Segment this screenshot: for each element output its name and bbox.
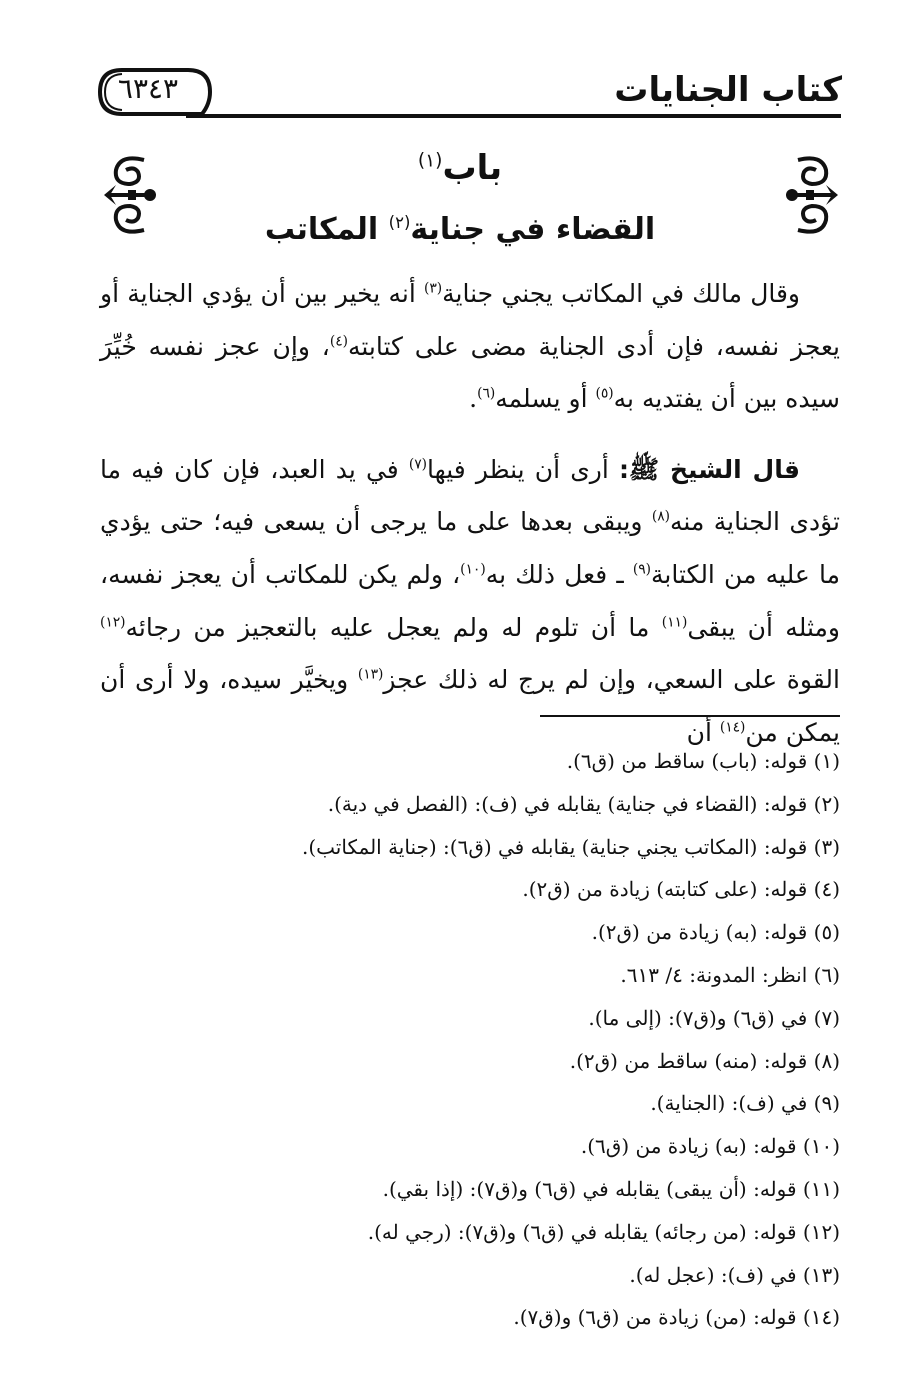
text-run: أرى أن ينظر فيها bbox=[427, 454, 619, 484]
paragraph-1 bbox=[100, 268, 840, 426]
footnote-ref: (٤) bbox=[329, 333, 348, 350]
text-run: ، ولم يكن للمكاتب أن يعجز نفسه، ومثله أن يبقى bbox=[100, 559, 840, 642]
footnote-item: (٨) قوله: (منه) ساقط من (ق٢). bbox=[569, 1048, 840, 1073]
footnote-item: (٥) قوله: (به) زيادة من (ق٢). bbox=[591, 920, 840, 945]
text-run: ما أن تلوم له ولم يعجل عليه بالتعجيز من رجائه bbox=[125, 612, 662, 642]
left-ornament-icon bbox=[100, 150, 164, 240]
section-heading-text: القضاء في جناية bbox=[410, 212, 656, 247]
speaker-lead: قال الشيخ ﷺ: bbox=[618, 454, 800, 484]
book-title: كتاب الجنايات bbox=[614, 70, 842, 110]
footnote-ref: (٢) bbox=[388, 213, 411, 232]
paragraph-2 bbox=[100, 444, 840, 760]
text-run: وقال مالك في المكاتب يجني جناية bbox=[442, 279, 800, 308]
footnote-item: (١٠) قوله: (به) زيادة من (ق٦). bbox=[580, 1134, 840, 1159]
footnote-ref: (١٠) bbox=[460, 561, 486, 578]
footnote-ref: (٨) bbox=[651, 509, 671, 526]
text-run: ويبقى بعدها على ما يرجى أن يسعى فيه؛ حتى يؤدي ما عليه من الكتابة bbox=[100, 507, 840, 589]
text-run: ـ فعل ذلك به bbox=[485, 559, 633, 589]
text-run: ويخيَّر سيده، ولا أرى أن يمكن من bbox=[100, 665, 840, 747]
page-number: ٦٣٤٣ bbox=[117, 72, 179, 105]
footnote-ref: (٥) bbox=[595, 385, 614, 402]
footnote-ref: (٧) bbox=[408, 456, 428, 473]
page-number-frame bbox=[92, 62, 214, 120]
text-run: أنه يخير بين أن يؤدي الجناية أو يعجز نفسه، فإن أدى الجناية مضى على كتابته bbox=[100, 279, 840, 361]
footnote-ref: (٦) bbox=[477, 385, 496, 402]
footnote-ref: (١٢) bbox=[100, 614, 126, 631]
footnotes bbox=[100, 740, 840, 1339]
text-run: أن bbox=[686, 717, 720, 747]
footnote-item: (٦) انظر: المدونة: ٤/ ٦١٣. bbox=[620, 962, 840, 987]
header-rule bbox=[186, 114, 841, 118]
footnote-ref: (٣) bbox=[424, 280, 443, 297]
text-run: ، وإن عجز نفسه خُيِّرَ سيده بين أن يفتديه به bbox=[100, 331, 840, 414]
text-run: . bbox=[469, 384, 478, 414]
footnote-item: (٩) في (ف): (الجناية). bbox=[650, 1091, 840, 1116]
footnote-ref: (٩) bbox=[632, 561, 651, 578]
body-text bbox=[100, 268, 840, 759]
footnote-item: (٢) قوله: (القضاء في جناية) يقابله في (ف): (الفصل في دية). bbox=[327, 791, 840, 816]
footnote-item: (٤) قوله: (على كتابته) زيادة من (ق٢). bbox=[522, 877, 840, 902]
text-run: في يد العبد، فإن كان فيه ما تؤدى الجناية منه bbox=[100, 454, 840, 537]
section-heading-text: المكاتب bbox=[264, 212, 389, 247]
footnote-ref: (١) bbox=[417, 150, 443, 172]
right-ornament-icon bbox=[778, 150, 842, 240]
footnote-item: (١٤) قوله: (من) زيادة من (ق٦) و(ق٧). bbox=[513, 1305, 840, 1330]
footnote-item: (١) قوله: (باب) ساقط من (ق٦). bbox=[566, 749, 840, 773]
text-run: أو يسلمه bbox=[495, 384, 596, 414]
footnote-ref: (١١) bbox=[661, 614, 688, 631]
footnote-item: (٧) في (ق٦) و(ق٧): (إلى ما). bbox=[588, 1005, 840, 1030]
footnote-separator bbox=[540, 715, 840, 717]
footnote-item: (١٢) قوله: (من رجائه) يقابله في (ق٦) و(ق٧): (رجي له). bbox=[367, 1219, 840, 1244]
chapter-heading bbox=[170, 148, 750, 188]
footnote-ref: (١٤) bbox=[719, 719, 746, 736]
footnote-item: (٣) قوله: (المكاتب يجني جناية) يقابله في (ق٦): (جناية المكاتب). bbox=[302, 834, 840, 859]
text-run: القوة على السعي، وإن لم يرج له ذلك عجز bbox=[383, 665, 840, 695]
section-heading bbox=[170, 212, 750, 247]
footnote-item: (١٣) في (ف): (عجل له). bbox=[629, 1262, 840, 1287]
footnote-ref: (١٣) bbox=[357, 666, 384, 683]
chapter-heading-text: باب bbox=[442, 148, 503, 188]
footnote-item: (١١) قوله: (أن يبقى) يقابله في (ق٦) و(ق٧): (إذا بقي). bbox=[382, 1176, 840, 1201]
